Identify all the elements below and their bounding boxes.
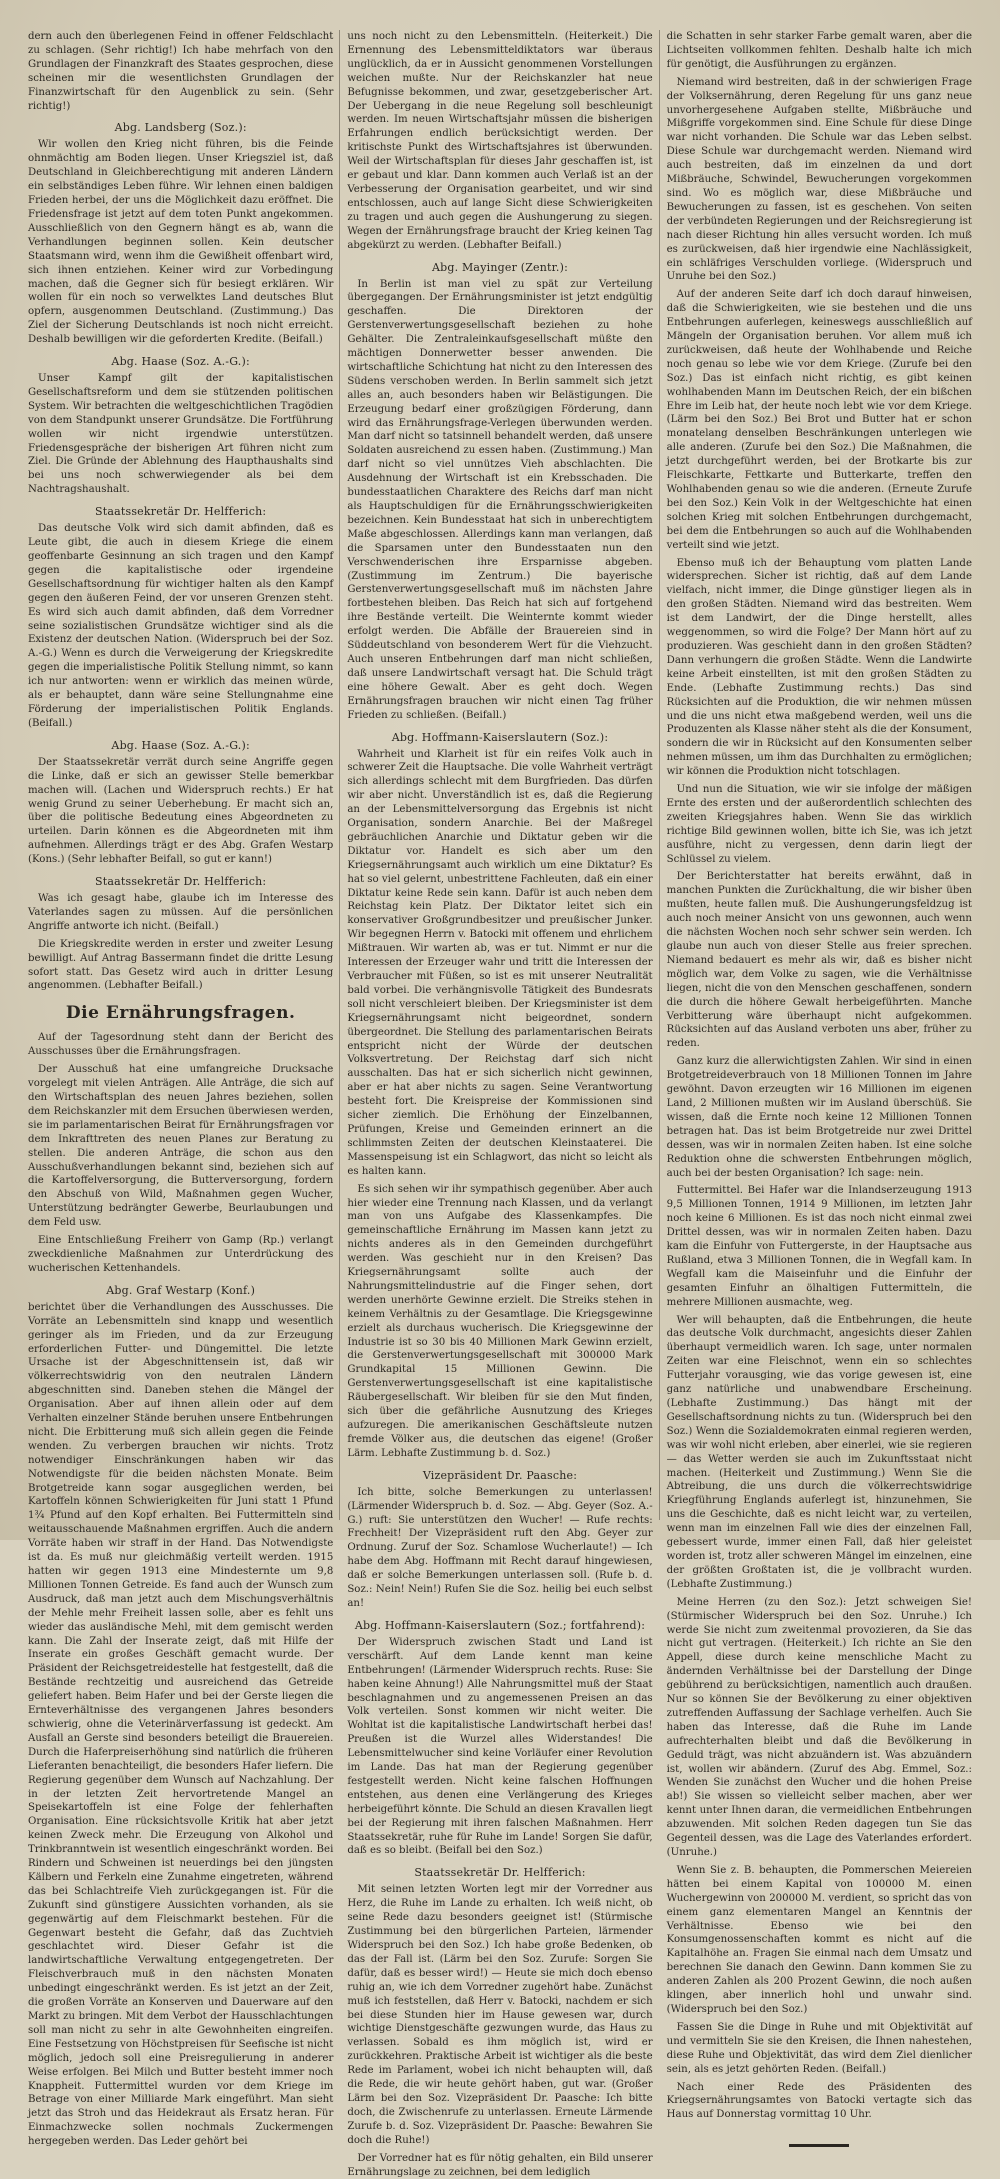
speaker-heading: Staatssekretär Dr. Helfferich: [414, 1866, 586, 1880]
speaker-heading: Abg. Haase (Soz. A.-G.): [111, 738, 250, 752]
speaker-heading: Vizepräsident Dr. Paasche: [422, 1468, 578, 1482]
paragraph: die Schatten in sehr starker Farbe gemalt waren, aber die Lichtseiten vollkommen fehlten. Deshalb halte ich mich für genötigt, die Ausführungen zu ergänzen. [666, 31, 972, 70]
paragraph: In Berlin ist man viel zu spät zur Verteilung übergegangen. Der Ernährungsminister ist jetzt endgültig geschaffen. Die Direktoren der Gerstenverwertungsgesellschaft beziehen zu hohe Gehälter. Die Zentraleinkaufsgesellschaft müßte den mächtigen Donnerwetter besser anwenden. Die wirtschaftliche Schichtung hat nicht zu den Interessen des Südens verschoben werden. In Berlin sammelt sich jetzt alles an, auch besonders haben wir Belästigungen. Die Erzeugung bedarf einer großzügigen Förderung, dann wird das Ernährungsfrage-Verlegen überwunden werden. Man darf nicht so tatsinnell behandelt werden, daß unsere Soldaten ausreichend zu essen haben. (Zustimmung.) Man darf nicht so viel unnützes Vieh abschlachten. Die Ausdehnung der Wirtschaft ist ein Krebsschaden. Die bundesstaatlichen Charaktere des Reichs darf man nicht als Hauptschuldigen für die Ernährungsschwierigkeiten bezeichnen. Kein Bundesstaat hat sich in unberechtigtem Maße abgeschlossen. Allerdings kann man verlangen, daß die Sparsamen unter den Bundesstaaten nun den Verschwenderischen ihre Ersparnisse abgeben. (Zustimmung im Zentrum.) Die bayerische Gerstenverwertungsgesellschaft muß im nächsten Jahre fortbestehen bleiben. Das Reich hat sich auf fortgehend ihre Bestände verteilt. Die Weinternte kommt wieder erfolgt werden. Die Abfälle der Brauereien sind in Süddeutschland von besonderem Wert für die Viehzucht. Auch unseren Entbehrungen darf man nicht schließen, daß unsere Landwirtschaft versagt hat. Die Schuld trägt eine höhere Gewalt. Aber es geht doch. Wegen Ernährungsfragen brauchen wir nicht einen Tag früher Frieden zu schließen. (Beifall.) [347, 278, 653, 721]
paragraph: Die Kriegskredite werden in erster und zweiter Lesung bewilligt. Auf Antrag Bassermann findet die dritte Lesung sofort statt. Das Gesetz wird auch in dritter Lesung angenommen. (Lebhafter Beifall.) [28, 938, 334, 992]
paragraph: Was ich gesagt habe, glaube ich im Interesse des Vaterlandes sagen zu müssen. Auf die persönlichen Angriffe antworte ich nicht. (Beifall.) [28, 893, 334, 932]
paragraph: Fassen Sie die Dinge in Ruhe und mit Objektivität auf und vermitteln Sie sie den Kreisen, die Ihnen nahestehen, diese Ruhe und Objektivität, das wird dem Ziel dienlicher sein, als es jetzt gehörten Reden. (Beifall.) [666, 2021, 972, 2075]
paragraph: dern auch den überlegenen Feind in offener Feldschlacht zu schlagen. (Sehr richtig!) Ich habe mehrfach von den Grundlagen der Finanzkraft des Staates gesprochen, diese scheinen mir die wesentlichsten Grundlagen der Finanzwirtschaft für den Augenblick zu sein. (Sehr richtig!) [28, 31, 334, 112]
paragraph: Nach einer Rede des Präsidenten des Kriegsernährungsamtes von Batocki vertagte sich das Haus auf Donnerstag vormittag 10 Uhr. [666, 2081, 972, 2121]
paragraph: Wir wollen den Krieg nicht führen, bis die Feinde ohnmächtig am Boden liegen. Unser Kriegsziel ist, daß Deutschland in Gleichberechtigung mit anderen Ländern ein selbständiges Leben führe. Wir lehnen einen baldigen Frieden herbei, der uns die Möglichkeit dazu eröffnet. Die Friedensfrage ist jetzt auf dem toten Punkt angekommen. Ausschließlich von den Gegnern hängt es ab, wann die Verhandlungen beginnen sollen. Kein deutscher Staatsmann wird, wenn ihm die Gewißheit offenbart wird, sich ihnen entziehen. Keiner wird zur Vorbedingung machen, daß die Gegner sich für besiegt erklären. Wir wollen für ein noch so verwelktes Land deutsches Blut opfern, ausgenommen Deutschland. (Zustimmung.) Das Ziel der Sicherung Deutschlands ist noch nicht erreicht. Deshalb bewilligen wir die geforderten Kredite. (Beifall.) [28, 139, 334, 346]
paragraph: Es sich sehen wir ihr sympathisch gegenüber. Aber auch hier wieder eine Trennung nach Klassen, und da verlangt man von uns Aufgabe des Klassenkampfes. Die gemeinschaftliche Ernährung im Massen kann jetzt zu nichts anderes als in den Gemeinden durchgeführt werden. Was geschieht nur in den Kreisen? Das Kriegsernährungsamt sollte auch der Nahrungsmittelindustrie auf die Finger sehen, dort werden unerhörte Gewinne erzielt. Die Streiks stehen in keinem Verhältnis zu der Gesamtlage. Die Kriegsgewinne erzielt als durchaus wucherisch. Die Kriegsgewinne der Industrie ist so 30 bis 40 Millionen Mark Gewinn erzielt, die Gerstenverwertungsgesellschaft mit 300000 Mark Grundkapital 15 Millionen Gewinn. Die Gerstenverwertungsgesellschaft ist eine kapitalistische Räubergesellschaft. Wir bleiben für sie den Mut finden, sich über die gefährliche Ausnutzung des Krieges aufzuregen. Die amerikanischen Geschäftsleute nutzen fremde Völker aus, die deutschen das eigene! (Großer Lärm. Lebhafte Zustimmung b. d. Soz.) [347, 1183, 653, 1459]
paragraph: uns noch nicht zu den Lebensmitteln. (Heiterkeit.) Die Ernennung des Lebensmitteldiktators war überaus unglücklich, da er in Aussicht genommenen Vorstellungen weichen mußte. Nur der Reichskanzler hat neue Befugnisse bekommen, und zwar, gesetzgeberischer Art. Der Uebergang in die neue Regelung soll beschleunigt werden. Im neuen Wirtschaftsjahr müssen die bisherigen Erfahrungen endlich berücksichtigt werden. Der kritischste Punkt des Wirtschaftsjahres ist überwunden. Weil der Wirtschaftsplan für dieses Jahr geschaffen ist, ist er gebaut und klar. Dann kommen auch Verlaß ist an der Verbesserung der Organisation gearbeitet, und wir sind entschlossen, auch auf lange Sicht diese Schwierigkeiten zu tragen und auch gegen die Aushungerung zu siegen. Wegen der Ernährungsfrage braucht der Krieg keinen Tag abgekürzt zu werden. (Lebhafter Beifall.) [347, 31, 653, 251]
paragraph: Auf der anderen Seite darf ich doch darauf hinweisen, daß die Schwierigkeiten, wie sie bestehen und die uns Entbehrungen auferlegen, keineswegs ausschließlich auf Mängeln der Organisation beruhen. Vor allem muß ich zurückweisen, daß heute der Wohlhabende und Reiche noch genau so lebe wie vor dem Kriege. (Zurufe bei den Soz.) Das ist einfach nicht richtig, es gibt keinen wohlhabenden Mann im Deutschen Reich, der ein bißchen Ehre im Leib hat, der heute noch lebt wie vor dem Kriege. (Lärm bei den Soz.) Bei Brot und Butter hat er schon monatelang denselben Beschränkungen unterlegen wie alle anderen. (Zurufe bei den Soz.) Die Maßnahmen, die jetzt durchgeführt werden, bei der Brotkarte bis zur Fleischkarte, Fettkarte und Butterkarte, treffen den Wohlhabenden genau so wie die anderen. (Erneute Zurufe bei den Soz.) Kein Volk in der Weltgeschichte hat einen solchen Krieg mit solchen Entbehrungen durchgemacht, bei dem die Entbehrungen so auch auf die Wohlhabenden verteilt sind wie jetzt. [666, 289, 972, 551]
paragraph: Ganz kurz die allerwichtigsten Zahlen. Wir sind in einen Brotgetreideverbrauch von 18 Millionen Tonnen im Jahre gewöhnt. Davon erzeugten wir 16 Millionen im eigenen Land, 2 Millionen mußten wir im Ausland überschüß. Sie wissen, daß die Ernte noch keine 12 Millionen Tonnen betragen hat. Das ist beim Brotgetreide nur zwei Drittel dessen, was wir in normalen Zeiten haben. Ist eine solche Reduktion ohne die schwersten Entbehrungen möglich, auch bei der besten Organisation? Ich sage: nein. [666, 1056, 972, 1179]
speaker-heading: Abg. Haase (Soz. A.-G.): [111, 355, 250, 369]
speaker-heading: Abg. Hoffmann-Kaiserslautern (Soz.; fortfahrend): [354, 1618, 646, 1632]
speaker-heading: Abg. Graf Westarp (Konf.) [106, 1283, 256, 1297]
paragraph: Wenn Sie z. B. behaupten, die Pommerschen Meiereien hätten bei einem Kapital von 100000 M. einen Wuchergewinn von 200000 M. verdient, so spricht das von einem ganz elementaren Mangel an Kenntnis der Verhältnisse. Ebenso wie bei den Konsumgenossenschaften kommt es nicht auf die Kapitalhöhe an. Fragen Sie einmal nach dem Umsatz und berechnen Sie danach den Gewinn. Dann kommen Sie zu anderen Zahlen als 200 Prozent Gewinn, die noch außen klingen, aber innerlich hohl und unwahr sind. (Widerspruch bei den Soz.) [666, 1864, 972, 2015]
paragraph: Mit seinen letzten Worten legt mir der Vorredner aus Herz, die Ruhe im Lande zu erhalten. Ich weiß nicht, ob seine Rede dazu besonders geeignet ist! (Stürmische Zustimmung bei den bürgerlichen Parteien, lärmender Widerspruch bei den Soz.) Ich habe große Bedenken, ob das der Fall ist. (Lärm bei den Soz. Zurufe: Sorgen Sie dafür, daß es besser wird!) — Heute sie mich doch ebenso ruhig an, wie ich dem Vorredner zugehört habe. Zunächst muß ich feststellen, daß Herr v. Batocki, nachdem er sich bei diese Stunden hier im Hause gewesen war, durch wichtige Dienstgeschäfte gezwungen wurde, das Haus zu verlassen. Sobald es ihm möglich ist, wird er zurückkehren. Praktische Arbeit ist wichtiger als die beste Rede im Parlament, wobei ich nicht behaupten will, daß die Rede, die wir heute gehört haben, gut war. (Großer Lärm bei den Soz. Vizepräsident Dr. Paasche: Ich bitte doch, die Zwischenrufe zu unterlassen. Erneute Lärmende Zurufe b. d. Soz. Vizepräsident Dr. Paasche: Bewahren Sie doch die Ruhe!) [347, 1884, 653, 2146]
paragraph: Ebenso muß ich der Behauptung vom platten Lande widersprechen. Sicher ist richtig, daß auf dem Lande vielfach, nicht immer, die Dinge günstiger liegen als in den großen Städten. Niemand wird das bestreiten. Wem ist dem Landwirt, der die Dinge herstellt, alles weggenommen, so wird die Folge? Der Mann hört auf zu produzieren. Was geschieht dann in den großen Städten? Dann verhungern die großen Städte. Wenn die Landwirte keine Arbeit einstellten, ist mit den großen Städten zu Ende. (Lebhafte Zustimmung rechts.) Das sind Rücksichten auf die Produktion, die wir nehmen müssen und die uns nicht etwa maßgebend werden, weil uns die Produzenten als Klasse näher steht als die der Konsument, sondern die wir in Rücksicht auf den Konsumenten selber nehmen müssen, um ihm das Durchhalten zu ermöglichen; wir können die Produktion nicht totschlagen. [666, 557, 972, 778]
paragraph: Auf der Tagesordnung steht dann der Bericht des Ausschusses über die Ernährungsfragen. [28, 1032, 334, 1058]
speaker-heading: Staatssekretär Dr. Helfferich: [95, 505, 267, 519]
paragraph: Wahrheit und Klarheit ist für ein reifes Volk auch in schwerer Zeit die Hauptsache. Die volle Wahrheit verträgt sich allerdings schlecht mit dem Burgfrieden. Das dürfen wir aber nicht. Unverständlich ist es, daß die Regierung an der Lebensmittelversorgung das Ergebnis ist nicht Organisation, sondern Anarchie. Bei der Maßregel gebräuchlichen Anarchie und Diktatur geben wir die Diktatur vor. Handelt es sich aber um den Kriegsernährungsamt auch wirklich um eine Diktatur? Es hat so viel gelernt, unbestrittene Fachleuten, daß ein einer Diktatur keine Rede sein kann. Dafür ist auch neben dem Reichstag kein Platz. Der Diktator leitet sich ein konservativer Großgrundbesitzer und preußischer Junker. Wir begegnen Herrn v. Batocki mit offenem und ehrlichem Mißtrauen. Wir warten ab, was er tut. Nimmt er nur die Interessen der Erzeuger wahr und tritt die Interessen der Verbraucher mit Füßen, so ist es mit unserer Neutralität bald vorbei. Die verhängnisvolle Tätigkeit des Bundesrats soll nicht verschleiert bleiben. Der Kriegsminister ist dem Kriegsernährungsamt nicht beigeordnet, sondern übergeordnet. Die Stellung des parlamentarischen Beirats entspricht nicht der Würde der deutschen Volksvertretung. Der Reichstag darf sich nicht ausschalten. Das hat er sich sicherlich nicht gewinnen, aber er hat aber nichts zu sagen. Seine Verantwortung besteht fort. Die Kreispreise der Kommissionen sind sicher ziemlich. Die Erhöhung der Einzelbannen, Prüfungen, Kreise und Gemeinden erinnert an die schlimmsten Zeiten der deutschen Kleinstaaterei. Die Massenspeisung ist ein Schlagwort, das nicht so leicht als es halten kann. [347, 748, 653, 1177]
column-right [666, 30, 972, 2121]
speaker-heading: Abg. Hoffmann-Kaiserslautern (Soz.): [391, 730, 609, 744]
paragraph: Und nun die Situation, wie wir sie infolge der mäßigen Ernte des ersten und der außerordentlich schlechten des zweiten Kriegsjahres haben. Wenn Sie das wirklich richtige Bild gewinnen wollen, bitte ich Sie, was ich jetzt ausführe, nicht zu vergessen, denn darin liegt der Schlüssel zu vielem. [666, 784, 972, 865]
paragraph: Meine Herren (zu den Soz.): Jetzt schweigen Sie! (Stürmischer Widerspruch bei den Soz. Unruhe.) Ich werde Sie nicht zum zweitenmal provozieren, da Sie das nicht gut vertragen. (Heiterkeit.) Ich richte an Sie den Appell, diese durch keine menschliche Macht zu ändernden Verhältnisse bei der Darstellung der Dinge gebührend zu berücksichtigen, namentlich auch draußen. Nur so können Sie der Bevölkerung zu einer objektiven zutreffenden Auffassung der Sachlage verhelfen. Auch Sie haben das Interesse, daß die Ruhe im Lande aufrechterhalten bleibt und daß die Bevölkerung in Geduld trägt, was nicht abzuändern ist. Was abzuändern ist, wollen wir abändern. (Zuruf des Abg. Emmel, Soz.: Wenden Sie zunächst den Wucher und die hohen Preise ab!) Sie wissen so vielleicht selber machen, aber wer kennt unter Ihnen daran, die vermeidlichen Entbehrungen abzuwenden. Mit solchen Reden dagegen tun Sie das Gegenteil dessen, was die Lage des Vaterlandes erfordert. (Unruhe.) [666, 1596, 972, 1858]
paragraph: Futtermittel. Bei Hafer war die Inlandserzeugung 1913 9,5 Millionen Tonnen, 1914 9 Millionen, im letzten Jahr noch keine 6 Millionen. Es ist das noch nicht einmal zwei Drittel dessen, was wir in normalen Zeiten haben. Dazu kam die Einfuhr von Futtergerste, in der Hauptsache aus Rußland, etwa 3 Millionen Tonnen, die in Wegfall kam. In Wegfall kam die Maiseinfuhr und die Einfuhr der gesamten Einfuhr an ölhaltigen Futtermitteln, die mehrere Millionen ausmachte, weg. [666, 1185, 972, 1308]
speaker-heading: Staatssekretär Dr. Helfferich: [95, 875, 267, 889]
paragraph: Unser Kampf gilt der kapitalistischen Gesellschaftsreform und dem sie stützenden politischen System. Wir betrachten die weltgeschichtlichen Tragödien von dem Standpunkt unserer Grundsätze. Die Fortführung wollen wir nicht irgendwie unterstützen. Friedensgespräche der bisherigen Art führen nicht zum Ziel. Die Gründe der Ablehnung des Haupthaushalts sind bei uns noch schwerwiegender als bei dem Nachtragshaushalt. [28, 373, 334, 496]
column-middle [347, 30, 653, 2178]
paragraph: Der Vorredner hat es für nötig gehalten, ein Bild unserer Ernährungslage zu zeichnen, bei dem lediglich [347, 2152, 653, 2178]
paragraph: Niemand wird bestreiten, daß in der schwierigen Frage der Volksernährung, deren Regelung für uns ganz neue unvorhergesehene Aufgaben stellte, Mißbräuche und Mißgriffe vorgekommen sind. Eine Schule für diese Dinge war nicht vorhanden. Die Schule war das Leben selbst. Diese Schule war durchgemacht werden. Niemand wird auch bestreiten, daß im einzelnen da und dort Mißbräuche, Schwindel, Bewucherungen vorgekommen sind. Wo es möglich war, diese Mißbräuche und Bewucherungen zu fassen, ist es geschehen. Von seiten der verbündeten Regierungen und der Reichsregierung ist nach dieser Richtung hin alles versucht worden. Ich muß es zurückweisen, daß hier irgendwie eine Nachlässigkeit, ein schläfriges Verschulden vorliege. (Widerspruch und Unruhe bei den Soz.) [666, 76, 972, 283]
text-columns [28, 30, 972, 2178]
paragraph: Wer will behaupten, daß die Entbehrungen, die heute das deutsche Volk durchmacht, angesichts dieser Zahlen überhaupt vermeidlich waren. Ich sage, unter normalen Zeiten war eine Fleischnot, wenn ein so schlechtes Futterjahr vorausging, wie das vorige gewesen ist, eine ganz natürliche und unabwendbare Erscheinung. (Lebhafte Zustimmung.) Das hängt mit der Gesellschaftsordnung nichts zu tun. (Widerspruch bei den Soz.) Wenn die Sozialdemokraten einmal regieren werden, was wir wohl nicht erleben, aber einerlei, wie sie regieren — das Wetter werden sie auch im Zukunftsstaat nicht machen. (Heiterkeit und Zustimmung.) Wenn Sie die Abtreibung, die uns durch die völkerrechtswidrige Kriegführung Englands auferlegt ist, hinzunehmen, Sie uns die Geschichte, daß es nicht leicht war, zu verteilen, wenn man im einzelnen Fall wie dies der einzelnen Fall, gebessert wurde, immer einen Fall, daß hier geleistet worden ist, trotz aller schweren Mängel im einzelnen, eine der größten Großtaten ist, die je vollbracht wurden. (Lebhafte Zustimmung.) [666, 1314, 972, 1590]
column-left [28, 30, 334, 2148]
paragraph: Eine Entschließung Freiherr von Gamp (Rp.) verlangt zweckdienliche Maßnahmen zur Unterdrückung des wucherischen Kettenhandels. [28, 1235, 334, 1274]
paragraph: berichtet über die Verhandlungen des Ausschusses. Die Vorräte an Lebensmitteln sind knapp und wesentlich geringer als im Frieden, und da zur Erzeugung erforderlichen Futter- und Düngemittel. Die letzte Ursache ist der Abgeschnittensein ist, daß wir völkerrechtswidrig von den neutralen Ländern abgeschnitten sind. Daneben stehen die Mängel der Organisation. Aber auf ihnen allein oder auf dem Verhalten einzelner Stände beruhen unsere Entbehrungen nicht. Die Erbitterung muß sich allein gegen die Feinde wenden. Zu verbergen brauchen wir nichts. Trotz notwendiger Einschränkungen haben wir das Notwendigste für die beiden nächsten Monate. Beim Brotgetreide kann sogar ausgeglichen werden, bei Kartoffeln können Schwierigkeiten für Juni statt 1 Pfund 1¾ Pfund auf den Kopf erhalten. Bei Futtermitteln sind weitausschauende Maßnahmen ergriffen. Auch die andern Vorräte haben wir straff in der Hand. Das Notwendigste ist da. Es muß nur gleichmäßig verteilt werden. 1915 hatten wir gegen 1913 eine Mindesternte um 9,8 Millionen Tonnen Getreide. Es fand auch der Wunsch zum Ausdruck, daß man jetzt auch dem Mischungsverhältnis der Mehle mehr Freiheit lassen solle, aber es fehlt uns wieder das ausländische Mehl, mit dem gemischt werden kann. Die Zahl der Inserate zeigt, daß mit Hilfe der Inserate ein großes Geschäft gemacht wurde. Der Präsident der Reichsgetreidestelle hat festgestellt, daß die Bestände rechtzeitig und ausreichend das Getreide geliefert haben. Beim Hafer und bei der Gerste liegen die Ernteverhältnisse des vergangenen Jahres besonders schwierig, ohne die Veterinärverfassung ist gedeckt. Am Ausfall an Gerste sind besonders beteiligt die Brauereien. Durch die Haferpreiserhöhung sind natürlich die früheren Lieferanten benachteiligt, die besonders Hafer liefern. Die Regierung gegenüber dem Wunsch auf Nachzahlung. Der in der letzten Zeit hervortretende Mangel an Speisekartoffeln ist eine Folge der fehlerhaften Organisation. Eine rücksichtsvolle Kritik hat aber jetzt keinen Zweck mehr. Die Erzeugung von Alkohol und Trinkbranntwein ist wesentlich eingeschränkt worden. Bei Rindern und Schweinen ist neuerdings bei den jüngsten Kälbern und Ferkeln eine Zunahme eingetreten, während das bei Schlachtreife Vieh zurückgegangen ist. Für die Zukunft sind günstigere Aussichten vorhanden, als sie gegenwärtig auf dem Fleischmarkt bestehen. Für die Gegenwart besteht die Gefahr, daß das Zuchtvieh geschlachtet wird. Dieser Gefahr ist die landwirtschaftliche Verwaltung entgegengetreten. Der Fleischverbrauch muß in den nächsten Monaten unbedingt eingeschränkt werden. Es ist jetzt an der Zeit, die großen Vorräte an Konserven und Dauerware auf den Markt zu bringen. Mit dem Verbot der Hausschlachtungen soll man nicht zu sehr in alte Gewohnheiten eingreifen. Eine Festsetzung von Höchstpreisen für Seefische ist nicht möglich, jedoch soll eine Preisregulierung in anderer Weise erfolgen. Bei Milch und Butter besteht immer noch Knappheit. Futtermittel wurden vor dem Kriege im Betrage von einer Milliarde Mark eingeführt. Man sieht jetzt das Stroh und das Heidekraut als Ersatz heran. Für Einmachzwecke sollen nochmals Zuckermengen hergegeben werden. Das Leder gehört bei [28, 1301, 334, 2148]
speaker-heading: Abg. Landsberg (Soz.): [114, 121, 247, 135]
paragraph: Der Staatssekretär verrät durch seine Angriffe gegen die Linke, daß er sich an gewisser Stelle bemerkbar machen will. (Lachen und Widerspruch rechts.) Er hat wenig Grund zu seiner Ueberhebung. Er macht sich an, über die politische Bedeutung eines Abgeordneten zu urteilen. Darin können es die Abgeordneten mit ihm aufnehmen. Allerdings trägt er des Abg. Grafen Westarp (Kons.) (Sehr lebhafter Beifall, so gut er kann!) [28, 756, 334, 866]
section-heading: Die Ernährungsfragen. [65, 1003, 296, 1024]
end-rule [789, 2144, 849, 2147]
paragraph: Ich bitte, solche Bemerkungen zu unterlassen! (Lärmender Widerspruch b. d. Soz. — Abg. Geyer (Soz. A.-G.) ruft: Sie unterstützen den Wucher! — Rufe rechts: Frechheit! Der Vizepräsident ruft den Abg. Geyer zur Ordnung. Zuruf der Soz. Schamlose Wucherlaute!) — Ich habe dem Abg. Hoffmann mit Recht darauf hingewiesen, daß er solche Bemerkungen unterlassen soll. (Rufe b. d. Soz.: Nein! Nein!) Rufen Sie die Soz. heilig bei euch selbst an! [347, 1486, 653, 1609]
paragraph: Der Ausschuß hat eine umfangreiche Drucksache vorgelegt mit vielen Anträgen. Alle Anträge, die sich auf den Wirtschaftsplan des neuen Jahres beziehen, sollen dem Reichskanzler mit dem Ersuchen überwiesen werden, sie im parlamentarischen Beirat für Ernährungsfragen vor dem Inkrafttreten des neuen Planes zur Beratung zu stellen. Die anderen Anträge, die schon aus den Ausschußverhandlungen bekannt sind, beziehen sich auf die Kartoffelversorgung, die Butterversorgung, fordern den Abschuß von Wild, Maßnahmen gegen Wucher, Unterstützung bedrängter Gewerbe, Beurlaubungen und dem Feld usw. [28, 1064, 334, 1229]
paragraph: Das deutsche Volk wird sich damit abfinden, daß es Leute gibt, die auch in diesem Kriege die einem geoffenbarte Gesinnung an sich tragen und den Kampf gegen die kapitalistische oder irgendeine Gesellschaftsordnung für wichtiger halten als den Kampf gegen den äußeren Feind, der vor unseren Grenzen steht. Es wird sich auch damit abfinden, daß dem Vorredner seine sozialistischen Grundsätze wichtiger sind als die Existenz der deutschen Nation. (Widerspruch bei der Soz. A.-G.) Wenn es durch die Verweigerung der Kriegskredite gegen die imperialistische Politik Stellung nimmt, so kann ich nur antworten: wenn er wirklich das meinen würde, als er behauptet, dann wäre seine Stellungnahme eine Förderung der imperialistischen Politik Englands. (Beifall.) [28, 523, 334, 729]
paragraph: Der Widerspruch zwischen Stadt und Land ist verschärft. Auf dem Lande kennt man keine Entbehrungen! (Lärmender Widerspruch rechts. Ruse: Sie haben keine Ahnung!) Alle Nahrungsmittel muß der Staat beschlagnahmen und zu angemessenen Preisen an das Volk verteilen. Sonst kommen wir nicht weiter. Die Wohltat ist die kapitalistische Landwirtschaft herbei das! Preußen ist die Wurzel alles Widerstandes! Die Lebensmittelwucher sind keine Vorläufer einer Revolution im Lande. Das hat man der Regierung gegenüber festgestellt werden. Nicht keine falschen Hoffnungen entstehen, aus denen eine Verlängerung des Krieges herbeigeführt könnte. Die Schuld an diesen Kravallen liegt bei der Regierung mit ihren falschen Maßnahmen. Herr Staatssekretär, ruhe für Ruhe im Lande! Sorgen Sie dafür, daß es so bleibt. (Beifall bei den Soz.) [347, 1636, 653, 1857]
speaker-heading: Abg. Mayinger (Zentr.): [431, 260, 569, 274]
paragraph: Der Berichterstatter hat bereits erwähnt, daß in manchen Punkten die Zurückhaltung, die wir bisher üben mußten, heute fallen muß. Die Aushungerungsfeldzug ist auch noch meiner Ansicht von uns gewonnen, auch wenn die nächsten Wochen noch sehr schwer sein werden. Ich glaube nun auch von dieser Stelle aus freier sprechen. Niemand bedauert es mehr als wir, daß es bisher nicht möglich war, dem Volke zu sagen, wie die Verhältnisse liegen, nicht die von den Menschen geschaffenen, sondern die durch die höhere Gewalt herbeigeführten. Manche Verbitterung wäre überhaupt nicht aufgekommen. Rücksichten auf das Ausland verboten uns aber, früher zu reden. [666, 871, 972, 1050]
